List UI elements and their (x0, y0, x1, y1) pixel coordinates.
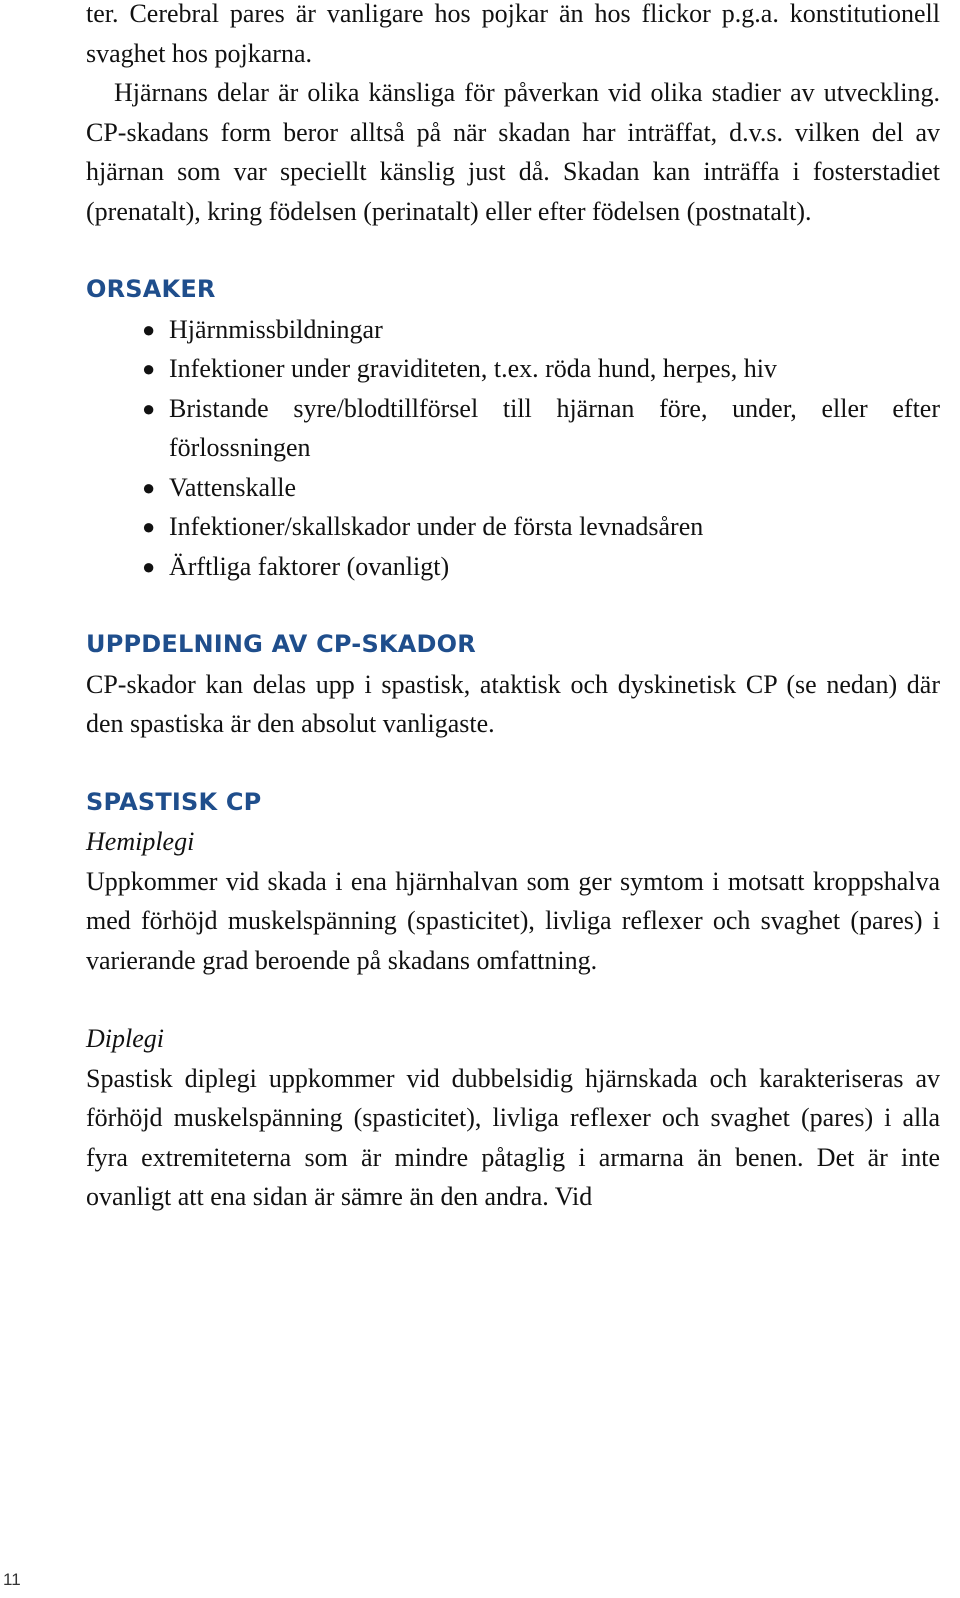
page-number: 11 (3, 1570, 21, 1589)
bullet-icon: ● (142, 316, 156, 342)
list-item: ● Bristande syre/blodtillförsel till hjärnan före, under, eller efter förlossningen (86, 389, 940, 468)
page-content (86, 0, 940, 1217)
hemiplegi-subheading: Hemiplegi (86, 827, 195, 856)
bullet-icon: ● (142, 395, 156, 421)
list-item: ● Ärftliga faktorer (ovanligt) (86, 547, 940, 587)
causes-list (86, 310, 940, 587)
diplegi-subheading: Diplegi (86, 1024, 164, 1053)
uppdelning-paragraph: CP-skador kan delas upp i spastisk, ataktisk och dyskinetisk CP (se nedan) där den spastiska är den absolut vanligaste. (86, 669, 940, 738)
bullet-icon: ● (142, 474, 156, 500)
list-item: ● Infektioner under graviditeten, t.ex. röda hund, herpes, hiv (86, 349, 940, 389)
intro-paragraph-1: ter. Cerebral pares är vanligare hos pojkar än hos flickor p.g.a. konstitutionell svaghet hos pojkarna. (86, 0, 940, 68)
list-item: ● Infektioner/skallskador under de första levnadsåren (86, 507, 940, 547)
orsaker-heading: ORSAKER (86, 275, 216, 303)
spastisk-heading: SPASTISK CP (86, 787, 262, 816)
hemiplegi-paragraph: Uppkommer vid skada i ena hjärnhalvan som ger symtom i motsatt kroppshalva med förhöjd muskelspänning (spasticitet), livliga reflexer och svaghet (pares) i varierande grad beroende på skadans omfattning. (86, 866, 940, 975)
list-item: ● Hjärnmissbildningar (86, 310, 940, 350)
bullet-icon: ● (142, 514, 156, 539)
uppdelning-heading: UPPDELNING AV CP-SKADOR (86, 630, 476, 658)
bullet-icon: ● (142, 553, 156, 579)
list-item: ● Vattenskalle (86, 468, 940, 508)
bullet-icon: ● (142, 356, 156, 381)
intro-paragraph-2: Hjärnans delar är olika känsliga för påverkan vid olika stadier av utveckling. CP-skadans form beror alltså på när skadan har inträffat, d.v.s. vilken del av hjärnan som var speciellt känslig just då. Skadan kan inträffa i fosterstadiet (prenatalt), kring födelsen (perinatalt) eller efter födelsen (postnatalt). (86, 78, 940, 226)
diplegi-paragraph: Spastisk diplegi uppkommer vid dubbelsidig hjärnskada och karakteriseras av förhöjd muskelspänning (spasticitet), livliga reflexer och svaghet (pares) i alla fyra extremiteterna som är mindre påtaglig i armarna än benen. Det är inte ovanligt att ena sidan är sämre än den andra. Vid (86, 1063, 940, 1211)
